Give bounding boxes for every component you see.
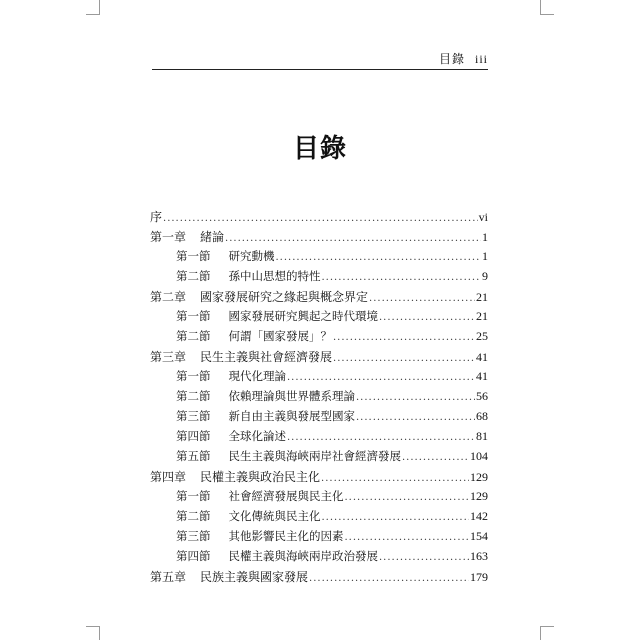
toc-entry-label: 第一章 (150, 230, 187, 244)
toc-entry-label: 第一節 (176, 249, 211, 263)
crop-mark (86, 14, 100, 15)
dot-leader (309, 573, 469, 584)
toc-entry-label: 第四節 (176, 429, 211, 443)
toc-entry-title: 文化傳統與民主化 (228, 509, 321, 523)
toc-section-entry (150, 268, 488, 288)
toc-entry-page: 9 (482, 269, 488, 283)
toc-entry-label: 第二章 (150, 290, 187, 304)
toc-entry-label: 第一節 (176, 369, 211, 383)
toc-entry-page: 41 (476, 350, 488, 364)
running-header (439, 50, 488, 67)
header-rule (152, 69, 488, 70)
table-of-contents (150, 208, 488, 588)
toc-entry-page: 179 (470, 570, 488, 584)
toc-entry-title: 何謂「國家發展」？ (228, 329, 332, 343)
dot-leader (345, 532, 470, 543)
toc-chapter-entry (150, 288, 488, 308)
toc-entry-page: 129 (470, 489, 488, 503)
dot-leader (287, 372, 475, 383)
toc-entry-title: 研究動機 (228, 249, 275, 263)
toc-entry-label: 第一節 (176, 309, 211, 323)
toc-entry-page: 163 (470, 549, 488, 563)
toc-section-entry (150, 448, 488, 468)
crop-mark (540, 626, 554, 627)
dot-leader (379, 552, 469, 563)
toc-entry-title: 社會經濟發展與民主化 (228, 489, 344, 503)
dot-leader (333, 332, 475, 343)
toc-entry-title: 國家發展研究之緣起與概念界定 (200, 290, 369, 304)
toc-entry-title: 民權主義與海峽兩岸政治發展 (228, 549, 378, 563)
toc-entry-title: 依賴理論與世界體系理論 (228, 389, 355, 403)
dot-leader (402, 452, 469, 463)
toc-section-entry (150, 328, 488, 348)
dot-leader (345, 492, 470, 503)
toc-entry-title: 新自由主義與發展型國家 (228, 409, 355, 423)
toc-section-entry (150, 548, 488, 568)
toc-entry-page: 154 (470, 529, 488, 543)
toc-entry-page: 104 (470, 449, 488, 463)
toc-chapter-entry (150, 208, 488, 228)
toc-entry-page: 25 (476, 329, 488, 343)
toc-chapter-entry (150, 568, 488, 588)
dot-leader (276, 252, 482, 263)
toc-entry-page: 142 (470, 509, 488, 523)
dot-leader (287, 432, 475, 443)
dot-leader (225, 233, 481, 244)
toc-entry-label: 第一節 (176, 489, 211, 503)
toc-chapter-entry (150, 468, 488, 488)
toc-section-entry (150, 368, 488, 388)
toc-section-entry (150, 388, 488, 408)
toc-entry-label: 第二節 (176, 269, 211, 283)
running-title: 目錄 (438, 52, 465, 66)
toc-entry-label: 第四章 (150, 470, 187, 484)
toc-section-entry (150, 308, 488, 328)
crop-mark (540, 0, 541, 14)
toc-entry-title: 其他影響民主化的因素 (228, 529, 344, 543)
dot-leader (322, 272, 482, 283)
toc-entry-label: 第五節 (176, 449, 211, 463)
toc-entry-label: 第二節 (176, 389, 211, 403)
toc-section-entry (150, 508, 488, 528)
toc-entry-page: 81 (476, 429, 488, 443)
dot-leader (356, 392, 475, 403)
dot-leader (369, 293, 475, 304)
toc-section-entry (150, 408, 488, 428)
toc-entry-title: 現代化理論 (228, 369, 286, 383)
toc-section-entry (150, 428, 488, 448)
toc-chapter-entry (150, 348, 488, 368)
toc-entry-title: 序 (150, 210, 163, 224)
page-title: 目錄 (292, 134, 347, 164)
toc-section-entry (150, 248, 488, 268)
toc-entry-title: 國家發展研究興起之時代環境 (228, 309, 378, 323)
toc-entry-title: 緒論 (200, 230, 225, 244)
toc-entry-label: 第二節 (176, 329, 211, 343)
toc-entry-page: 129 (470, 470, 488, 484)
crop-mark (540, 626, 541, 640)
toc-entry-label: 第二節 (176, 509, 211, 523)
toc-section-entry (150, 488, 488, 508)
toc-entry-page: 1 (482, 249, 488, 263)
crop-mark (540, 14, 554, 15)
toc-entry-page: vi (478, 210, 488, 224)
toc-entry-label: 第三節 (176, 409, 211, 423)
toc-entry-page: 41 (476, 369, 488, 383)
crop-mark (99, 626, 100, 640)
toc-entry-page: 21 (476, 290, 488, 304)
dot-leader (356, 412, 475, 423)
toc-entry-title: 民權主義與政治民主化 (200, 470, 321, 484)
toc-entry-title: 民生主義與海峽兩岸社會經濟發展 (228, 449, 401, 463)
toc-entry-label: 第三節 (176, 529, 211, 543)
toc-entry-label: 第三章 (150, 350, 187, 364)
dot-leader (333, 353, 475, 364)
toc-entry-page: 21 (476, 309, 488, 323)
dot-leader (321, 473, 469, 484)
toc-entry-title: 孫中山思想的特性 (228, 269, 321, 283)
toc-entry-title: 全球化論述 (228, 429, 286, 443)
dot-leader (322, 512, 470, 523)
dot-leader (379, 312, 475, 323)
toc-entry-page: 1 (482, 230, 488, 244)
toc-entry-label: 第五章 (150, 570, 187, 584)
toc-entry-label: 第四節 (176, 549, 211, 563)
toc-entry-title: 民族主義與國家發展 (200, 570, 309, 584)
toc-section-entry (150, 528, 488, 548)
toc-chapter-entry (150, 228, 488, 248)
toc-entry-page: 56 (476, 389, 488, 403)
dot-leader (163, 213, 478, 224)
crop-mark (99, 0, 100, 14)
toc-entry-title: 民生主義與社會經濟發展 (200, 350, 333, 364)
page-number: iii (474, 52, 488, 66)
crop-mark (86, 626, 100, 627)
toc-entry-page: 68 (476, 409, 488, 423)
